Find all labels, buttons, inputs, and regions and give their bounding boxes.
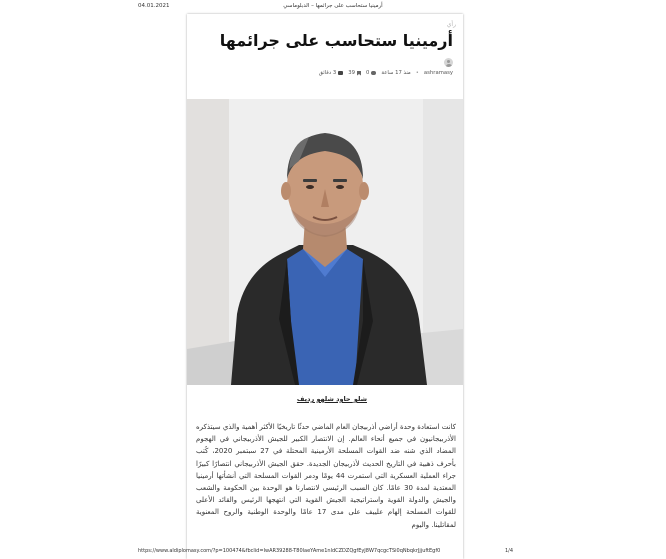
meta-separator: •	[415, 70, 419, 76]
image-caption: شلو_حاود شلهو رديف	[296, 395, 367, 403]
meta-row	[319, 70, 453, 76]
portrait-illustration	[187, 99, 463, 385]
reading-time: 3 دقائق	[319, 70, 343, 76]
footer-page-number: 1/4	[505, 548, 514, 554]
category-link[interactable]: رأي	[446, 21, 456, 28]
print-header	[0, 2, 666, 14]
article-card	[187, 14, 463, 559]
comment-icon	[371, 71, 376, 75]
comments-count[interactable]: 0	[366, 70, 376, 76]
print-date: 04.01.2021	[138, 3, 170, 9]
author-link[interactable]: ashramasy	[423, 70, 453, 76]
bookmark-icon	[357, 71, 361, 76]
article-meta	[193, 58, 457, 80]
print-page-title: أرمينيا ستحاسب على جرائمها – الدبلوماسي	[283, 3, 383, 9]
article-title: أرمينيا ستحاسب على جرائمها	[219, 31, 453, 50]
published-time: منذ 17 ساعة	[381, 70, 411, 76]
user-avatar-icon	[444, 58, 453, 67]
footer-url: https://www.aldiplomasy.com/?p=100474&fbclid=IwAR39288-T80laeYAme1nldCZDZQgfEyJ8W7qcgcTSi0qNbqkrJjjuftEgf0	[138, 548, 441, 554]
reading-time-icon	[338, 71, 343, 75]
article-photo	[187, 99, 463, 385]
article-body: كانت استعادة وحدة أراضي أذربيجان العام الماضي حدثًا تاريخيًا الأكثر أهمية والذي سيتذكره الأذربيجانيون في جميع أنحاء العالم. إن الانتصار الكبير للجيش الأذربيجاني في الهجوم المضاد الذي شنه ضد القوات المسلحة الأرمينية المحتلة في 27 سبتمبر 2020، كُتب بأحرف ذهبية في التاريخ الحديث لأذربيجان الجديدة. حقق الجيش الأذربيجاني انتصارًا كبيرًا جراء العملية العسكرية التي استمرت 44 يومًا ودمر القوات المسلحة التي أنشأتها أرمينيا المعتدية لمدة 30 عامًا. كان السبب الرئيسي لانتصارنا هو الوحدة بين الحكومة والشعب والجيش والدولة القوية واستراتيجية الجيش القوية التي انتهجها الرئيس والقائد الأعلى للقوات المسلحة إلهام علييف على مدى 17 عامًا والوحدة الوطنية والروح المعنوية لمقاتلينا. واليوم	[196, 423, 456, 529]
views-count: 39	[348, 70, 361, 76]
